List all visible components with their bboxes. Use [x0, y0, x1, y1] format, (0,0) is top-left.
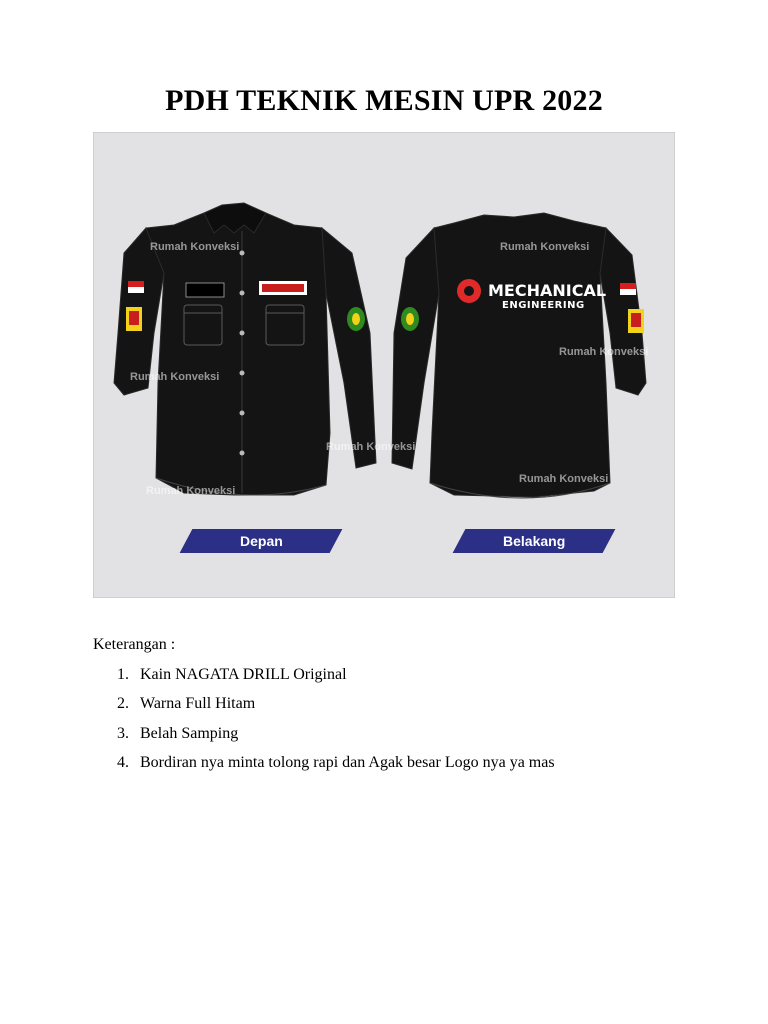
list-item: 2. Warna Full Hitam: [117, 695, 256, 712]
watermark: Rumah Konveksi: [559, 346, 649, 358]
shirt-mockup-figure: [93, 132, 675, 598]
list-item: 4. Bordiran nya minta tolong rapi dan Agak besar Logo nya ya mas: [117, 754, 555, 771]
gear-logo: [457, 279, 481, 303]
back-print-line1: MECHANICAL: [488, 281, 607, 300]
watermark: Rumah Konveksi: [130, 371, 220, 383]
page-title: PDH TEKNIK MESIN UPR 2022: [165, 84, 603, 117]
watermark: Rumah Konveksi: [150, 241, 240, 253]
back-view-label: Belakang: [453, 529, 616, 553]
notes-heading: Keterangan :: [93, 636, 176, 653]
watermark: Rumah Konveksi: [146, 485, 236, 497]
front-view-label: Depan: [180, 529, 343, 553]
back-print-line2: ENGINEERING: [502, 300, 585, 311]
notes-list: [93, 660, 555, 778]
name-tag: [186, 283, 224, 297]
list-item: 3. Belah Samping: [117, 724, 239, 742]
list-item: 1. Kain NAGATA DRILL Original: [117, 665, 347, 683]
watermark: Rumah Konveksi: [519, 473, 609, 485]
watermark: Rumah Konveksi: [326, 441, 416, 453]
watermark: Rumah Konveksi: [500, 241, 590, 253]
flag-patch: [128, 281, 144, 287]
notes-section: [93, 630, 555, 778]
